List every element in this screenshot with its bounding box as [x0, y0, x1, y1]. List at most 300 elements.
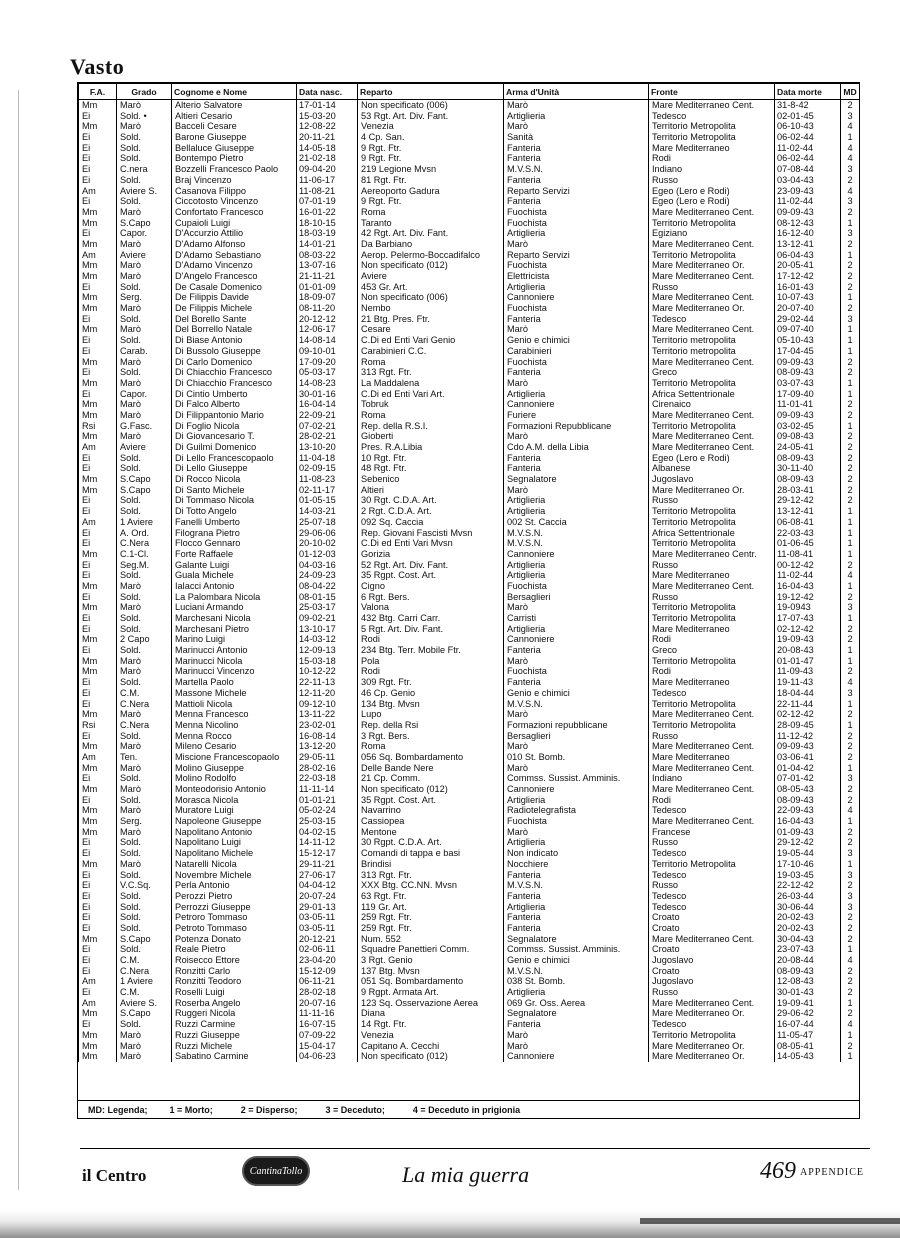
cell-grado: Carab. — [117, 346, 172, 357]
cell-md: 4 — [841, 955, 860, 966]
cell-grado: Sold. — [117, 196, 172, 207]
table-row — [79, 1008, 860, 1019]
cell-fronte: Territorio Metropolita — [649, 656, 775, 667]
cell-data-morte: 09-08-43 — [775, 431, 841, 442]
cell-grado: Marò — [117, 1030, 172, 1041]
cell-arma-unita: M.V.S.N. — [504, 880, 649, 891]
cell-reparto: 234 Btg. Terr. Mobile Ftr. — [358, 645, 504, 656]
series-title: La mia guerra — [402, 1162, 530, 1187]
cell-data-morte: 03-06-41 — [775, 752, 841, 763]
cell-arma-unita: Marò — [504, 656, 649, 667]
table-row — [79, 859, 860, 870]
cell-grado: Capor. — [117, 389, 172, 400]
cell-fa: Ei — [79, 944, 117, 955]
cell-fa: Mm — [79, 239, 117, 250]
cell-fa: Mm — [79, 634, 117, 645]
cell-fronte: Mare Mediterraneo Cent. — [649, 239, 775, 250]
cell-data-morte: 19-09-43 — [775, 634, 841, 645]
cell-fronte: Mare Mediterraneo Cent. — [649, 442, 775, 453]
cell-md: 3 — [841, 314, 860, 325]
cell-fronte: Territorio metropolita — [649, 346, 775, 357]
cell-reparto: 35 Rgpt. Cost. Art. — [358, 570, 504, 581]
table-row — [79, 538, 860, 549]
cell-fronte: Mare Mediterraneo — [649, 143, 775, 154]
table-row — [79, 645, 860, 656]
cell-data-nasc: 24-09-23 — [297, 570, 358, 581]
scan-bottom-shadow — [0, 1210, 900, 1238]
cell-cognome-nome: Petroro Tommaso — [172, 912, 297, 923]
cell-data-nasc: 11-08-21 — [297, 186, 358, 197]
cell-grado: Sold. — [117, 613, 172, 624]
cell-fronte: Tedesco — [649, 111, 775, 122]
cell-fa: Mm — [79, 1008, 117, 1019]
cell-fa: Mm — [79, 431, 117, 442]
table-row — [79, 324, 860, 335]
table-row — [79, 132, 860, 143]
cell-fronte: Territorio Metropolita — [649, 538, 775, 549]
cell-fronte: Mare Mediterraneo Cent. — [649, 934, 775, 945]
cell-arma-unita: Artiglieria — [504, 506, 649, 517]
cell-grado: Serg. — [117, 292, 172, 303]
cell-data-morte: 13-12-41 — [775, 506, 841, 517]
cell-fa: Mm — [79, 207, 117, 218]
cell-data-nasc: 20-12-21 — [297, 934, 358, 945]
table-row — [79, 763, 860, 774]
cell-data-nasc: 18-09-07 — [297, 292, 358, 303]
cell-grado: Marò — [117, 399, 172, 410]
cell-cognome-nome: Ruzzi Michele — [172, 1041, 297, 1052]
cell-data-morte: 20-08-44 — [775, 955, 841, 966]
cell-reparto: Carabinieri C.C. — [358, 346, 504, 357]
cell-arma-unita: Marò — [504, 602, 649, 613]
table-row — [79, 186, 860, 197]
cell-md: 1 — [841, 346, 860, 357]
table-row — [79, 378, 860, 389]
cell-fronte: Territorio Metropolita — [649, 1030, 775, 1041]
cell-arma-unita: Segnalatore — [504, 1008, 649, 1019]
cell-cognome-nome: Martella Paolo — [172, 677, 297, 688]
cell-cognome-nome: D'Adamo Alfonso — [172, 239, 297, 250]
cell-data-morte: 03-04-43 — [775, 175, 841, 186]
cell-fa: Ei — [79, 837, 117, 848]
cell-fronte: Mare Mediterraneo Cent. — [649, 292, 775, 303]
cell-data-morte: 03-02-45 — [775, 421, 841, 432]
cell-grado: S.Capo — [117, 934, 172, 945]
cell-fronte: Mare Mediterraneo Cent. — [649, 816, 775, 827]
cell-fa: Ei — [79, 645, 117, 656]
cell-reparto: C.Di ed Enti Vari Art. — [358, 389, 504, 400]
cell-grado: Sold. — [117, 848, 172, 859]
cell-arma-unita: Fanteria — [504, 677, 649, 688]
section-label: APPENDICE — [800, 1167, 865, 1178]
cell-fronte: Africa Settentrionale — [649, 389, 775, 400]
table-body — [79, 100, 860, 1062]
cell-grado: Sold. — [117, 175, 172, 186]
table-row — [79, 816, 860, 827]
table-row — [79, 731, 860, 742]
cell-cognome-nome: Barone Giuseppe — [172, 132, 297, 143]
cell-reparto: 10 Rgt. Ftr. — [358, 453, 504, 464]
cell-fa: Am — [79, 517, 117, 528]
cell-fa: Ei — [79, 335, 117, 346]
cell-fronte: Mare Mediterraneo Cent. — [649, 741, 775, 752]
table-row — [79, 795, 860, 806]
table-row — [79, 485, 860, 496]
cell-reparto: 42 Rgt. Art. Div. Fant. — [358, 228, 504, 239]
cell-cognome-nome: Di Cintio Umberto — [172, 389, 297, 400]
cell-arma-unita: Genio e chimici — [504, 335, 649, 346]
cell-data-morte: 01-06-45 — [775, 538, 841, 549]
cell-reparto: Num. 552 — [358, 934, 504, 945]
cell-data-morte: 28-03-41 — [775, 485, 841, 496]
cell-cognome-nome: Novembre Michele — [172, 870, 297, 881]
cell-md: 2 — [841, 100, 860, 111]
cell-cognome-nome: Ialacci Antonio — [172, 581, 297, 592]
table-row — [79, 677, 860, 688]
cell-fronte: Mare Mediterraneo Cent. — [649, 271, 775, 282]
cell-fronte: Greco — [649, 645, 775, 656]
cell-arma-unita: Cdo A.M. della Libia — [504, 442, 649, 453]
cell-data-nasc: 15-12-17 — [297, 848, 358, 859]
table-row — [79, 399, 860, 410]
cell-fronte: Territorio Metropolita — [649, 517, 775, 528]
cell-fronte: Africa Settentrionale — [649, 528, 775, 539]
cell-data-morte: 22-09-43 — [775, 805, 841, 816]
table-row — [79, 699, 860, 710]
cell-grado: 1 Aviere — [117, 976, 172, 987]
table-row — [79, 837, 860, 848]
cell-data-morte: 22-03-43 — [775, 528, 841, 539]
cell-cognome-nome: Roserba Angelo — [172, 998, 297, 1009]
cell-data-nasc: 20-07-16 — [297, 998, 358, 1009]
cell-reparto: 2 Rgt. C.D.A. Art. — [358, 506, 504, 517]
cell-data-nasc: 22-03-18 — [297, 773, 358, 784]
cell-arma-unita: Fanteria — [504, 891, 649, 902]
cell-fa: Mm — [79, 357, 117, 368]
cell-arma-unita: Cannoniere — [504, 292, 649, 303]
cell-data-nasc: 04-04-12 — [297, 880, 358, 891]
cell-cognome-nome: Fanelli Umberto — [172, 517, 297, 528]
legend-item-morto: 1 = Morto; — [169, 1104, 213, 1115]
table-row — [79, 463, 860, 474]
cell-grado: Sold. — [117, 731, 172, 742]
cell-data-morte: 20-08-43 — [775, 645, 841, 656]
cell-reparto: Mentone — [358, 827, 504, 838]
cell-md: 2 — [841, 474, 860, 485]
cell-reparto: Sebenico — [358, 474, 504, 485]
cell-data-nasc: 22-09-21 — [297, 410, 358, 421]
cell-reparto: Non specificato (012) — [358, 260, 504, 271]
cell-md: 1 — [841, 816, 860, 827]
cell-arma-unita: Fanteria — [504, 314, 649, 325]
cell-grado: Ten. — [117, 752, 172, 763]
cell-data-morte: 22-12-42 — [775, 880, 841, 891]
cell-fronte: Tedesco — [649, 902, 775, 913]
cell-grado: Marò — [117, 666, 172, 677]
cell-arma-unita: Artiglieria — [504, 228, 649, 239]
cell-fronte: Mare Mediterraneo Cent. — [649, 410, 775, 421]
cell-md: 2 — [841, 624, 860, 635]
cell-md: 2 — [841, 987, 860, 998]
cell-cognome-nome: Del Borello Sante — [172, 314, 297, 325]
cell-md: 1 — [841, 656, 860, 667]
table-row — [79, 175, 860, 186]
cell-data-nasc: 29-05-11 — [297, 752, 358, 763]
cell-fa: Ei — [79, 228, 117, 239]
cell-md: 4 — [841, 143, 860, 154]
cell-md: 4 — [841, 805, 860, 816]
cell-arma-unita: Non indicato — [504, 848, 649, 859]
cell-data-nasc: 09-10-01 — [297, 346, 358, 357]
cell-fronte: Mare Mediterraneo Cent. — [649, 784, 775, 795]
cell-reparto: Altieri — [358, 485, 504, 496]
cell-fa: Ei — [79, 506, 117, 517]
cell-arma-unita: Marò — [504, 709, 649, 720]
cell-cognome-nome: Di Chiacchio Francesco — [172, 378, 297, 389]
cell-data-morte: 01-04-42 — [775, 763, 841, 774]
cell-arma-unita: Marò — [504, 827, 649, 838]
cell-data-nasc: 12-11-20 — [297, 688, 358, 699]
cell-reparto: Roma — [358, 357, 504, 368]
cell-data-nasc: 18-03-19 — [297, 228, 358, 239]
cell-reparto: 219 Legione Mvsn — [358, 164, 504, 175]
cell-reparto: 5 Rgt. Art. Div. Fant. — [358, 624, 504, 635]
cell-reparto: Pres. R.A.Libia — [358, 442, 504, 453]
cell-reparto: 14 Rgt. Ftr. — [358, 1019, 504, 1030]
cell-md: 2 — [841, 239, 860, 250]
cell-data-morte: 16-04-43 — [775, 581, 841, 592]
cell-cognome-nome: Ruzzi Carmine — [172, 1019, 297, 1030]
cell-fa: Mm — [79, 816, 117, 827]
cell-data-morte: 01-01-47 — [775, 656, 841, 667]
table-row — [79, 1041, 860, 1052]
cell-reparto: Brindisi — [358, 859, 504, 870]
cell-reparto: Nembo — [358, 303, 504, 314]
cell-grado: Sold. — [117, 314, 172, 325]
cell-data-morte: 20-07-40 — [775, 303, 841, 314]
cell-data-morte: 11-02-44 — [775, 143, 841, 154]
table-row — [79, 153, 860, 164]
cell-md: 1 — [841, 218, 860, 229]
cell-md: 2 — [841, 741, 860, 752]
cell-reparto: 30 Rgpt. C.D.A. Art. — [358, 837, 504, 848]
table-row — [79, 228, 860, 239]
cell-reparto: 53 Rgt. Art. Div. Fant. — [358, 111, 504, 122]
cell-cognome-nome: Bellaluce Giuseppe — [172, 143, 297, 154]
cell-fronte: Territorio Metropolita — [649, 602, 775, 613]
cell-fa: Ei — [79, 624, 117, 635]
cell-data-nasc: 08-03-22 — [297, 250, 358, 261]
cell-data-nasc: 01-01-21 — [297, 795, 358, 806]
cell-arma-unita: Marò — [504, 763, 649, 774]
cell-grado: Marò — [117, 324, 172, 335]
cell-cognome-nome: La Palombara Nicola — [172, 592, 297, 603]
cell-fa: Ei — [79, 773, 117, 784]
cell-arma-unita: Sanità — [504, 132, 649, 143]
cell-grado: Sold. — [117, 335, 172, 346]
cell-grado: Marò — [117, 859, 172, 870]
table-row — [79, 784, 860, 795]
cell-data-nasc: 07-01-19 — [297, 196, 358, 207]
cell-fronte: Territorio Metropolita — [649, 250, 775, 261]
cell-data-morte: 16-04-43 — [775, 816, 841, 827]
cell-reparto: 52 Rgt. Art. Div. Fant. — [358, 560, 504, 571]
cell-md: 2 — [841, 912, 860, 923]
cell-arma-unita: Marò — [504, 485, 649, 496]
cell-md: 3 — [841, 196, 860, 207]
cell-arma-unita: Reparto Servizi — [504, 250, 649, 261]
cell-md: 3 — [841, 902, 860, 913]
cell-data-nasc: 13-11-22 — [297, 709, 358, 720]
cell-fronte: Egeo (Lero e Rodi) — [649, 196, 775, 207]
cell-md: 2 — [841, 463, 860, 474]
cell-reparto: 21 Btg. Pres. Ftr. — [358, 314, 504, 325]
cell-cognome-nome: Napolitano Antonio — [172, 827, 297, 838]
cell-data-nasc: 23-02-01 — [297, 720, 358, 731]
cell-cognome-nome: Flocco Gennaro — [172, 538, 297, 549]
cell-reparto: 9 Rgpt. Armata Art. — [358, 987, 504, 998]
cell-data-morte: 30-04-43 — [775, 934, 841, 945]
cell-cognome-nome: Di Rocco Nicola — [172, 474, 297, 485]
cell-arma-unita: Marò — [504, 1030, 649, 1041]
cell-fronte: Rodi — [649, 666, 775, 677]
cell-md: 2 — [841, 442, 860, 453]
table-row — [79, 934, 860, 945]
cell-md: 2 — [841, 966, 860, 977]
cell-grado: Marò — [117, 1051, 172, 1062]
cell-reparto: 63 Rgt. Ftr. — [358, 891, 504, 902]
cell-fa: Mm — [79, 292, 117, 303]
cell-grado: Sold. — [117, 1019, 172, 1030]
cell-fa: Mm — [79, 656, 117, 667]
cell-cognome-nome: Reale Pietro — [172, 944, 297, 955]
header-fronte: Fronte — [649, 84, 775, 100]
cell-grado: C.Nera — [117, 966, 172, 977]
cell-cognome-nome: Marino Luigi — [172, 634, 297, 645]
cell-data-nasc: 02-06-11 — [297, 944, 358, 955]
cell-data-morte: 29-02-44 — [775, 314, 841, 325]
cell-grado: V.C.Sq. — [117, 880, 172, 891]
cell-data-nasc: 04-03-16 — [297, 560, 358, 571]
page-number: 469 — [760, 1158, 796, 1184]
cell-md: 2 — [841, 837, 860, 848]
cell-data-morte: 24-05-41 — [775, 442, 841, 453]
cell-cognome-nome: Di Falco Alberto — [172, 399, 297, 410]
cell-data-nasc: 08-04-22 — [297, 581, 358, 592]
cell-fronte: Croato — [649, 923, 775, 934]
cell-reparto: Rep. della Rsi — [358, 720, 504, 731]
cell-fronte: Indiano — [649, 164, 775, 175]
cell-grado: Marò — [117, 239, 172, 250]
cell-reparto: Squadre Panettieri Comm. — [358, 944, 504, 955]
cell-reparto: Rep. della R.S.I. — [358, 421, 504, 432]
table-row — [79, 431, 860, 442]
cell-reparto: Da Barbiano — [358, 239, 504, 250]
table-row — [79, 1019, 860, 1030]
cell-fronte: Egeo (Lero e Rodi) — [649, 186, 775, 197]
cell-arma-unita: Artiglieria — [504, 495, 649, 506]
cell-grado: Sold. — [117, 902, 172, 913]
table-row — [79, 506, 860, 517]
cell-arma-unita: Formazioni repubblicane — [504, 720, 649, 731]
table-row — [79, 752, 860, 763]
cell-cognome-nome: Ruzzi Giuseppe — [172, 1030, 297, 1041]
cell-grado: Sold. — [117, 132, 172, 143]
cell-data-nasc: 17-09-20 — [297, 357, 358, 368]
cell-fronte: Tedesco — [649, 805, 775, 816]
cell-fa: Am — [79, 976, 117, 987]
table-row — [79, 624, 860, 635]
cell-data-morte: 08-09-43 — [775, 474, 841, 485]
cell-data-morte: 17-12-42 — [775, 271, 841, 282]
cell-md: 3 — [841, 773, 860, 784]
table-row — [79, 880, 860, 891]
cell-md: 1 — [841, 506, 860, 517]
cell-data-morte: 05-10-43 — [775, 335, 841, 346]
cell-reparto: Cassiopea — [358, 816, 504, 827]
cell-cognome-nome: Ronzitti Carlo — [172, 966, 297, 977]
cell-arma-unita: Artiglieria — [504, 111, 649, 122]
cell-md: 3 — [841, 228, 860, 239]
cell-reparto: Cigno — [358, 581, 504, 592]
cell-fa: Ei — [79, 143, 117, 154]
cell-grado: Sold. — [117, 367, 172, 378]
table-row — [79, 314, 860, 325]
legend-item-deceduto: 3 = Deceduto; — [325, 1104, 385, 1115]
cell-reparto: Gorizia — [358, 549, 504, 560]
table-row — [79, 367, 860, 378]
cell-reparto: Taranto — [358, 218, 504, 229]
cell-arma-unita: Nocchiere — [504, 859, 649, 870]
cell-data-nasc: 09-12-10 — [297, 699, 358, 710]
cell-fronte: Russo — [649, 880, 775, 891]
cell-data-morte: 30-11-40 — [775, 463, 841, 474]
cell-data-nasc: 10-12-22 — [297, 666, 358, 677]
cell-reparto: Gioberti — [358, 431, 504, 442]
cell-fa: Ei — [79, 891, 117, 902]
cell-arma-unita: M.V.S.N. — [504, 528, 649, 539]
roll-table-frame — [77, 82, 860, 1119]
cell-fa: Mm — [79, 1051, 117, 1062]
cell-fa: Mm — [79, 378, 117, 389]
cell-cognome-nome: Di Tommaso Nicola — [172, 495, 297, 506]
cell-reparto: Comandi di tappa e basi — [358, 848, 504, 859]
cell-fa: Mm — [79, 859, 117, 870]
cell-data-nasc: 13-07-16 — [297, 260, 358, 271]
cell-grado: Sold. — [117, 870, 172, 881]
cell-data-nasc: 29-11-21 — [297, 859, 358, 870]
cell-fa: Mm — [79, 709, 117, 720]
cell-md: 2 — [841, 271, 860, 282]
cell-fronte: Mare Mediterraneo Cent. — [649, 357, 775, 368]
table-row — [79, 207, 860, 218]
cell-grado: Marò — [117, 431, 172, 442]
cell-fa: Ei — [79, 966, 117, 977]
cell-data-nasc: 07-09-22 — [297, 1030, 358, 1041]
cell-grado: Marò — [117, 827, 172, 838]
cell-arma-unita: Marò — [504, 1041, 649, 1052]
cell-md: 2 — [841, 560, 860, 571]
cell-reparto: Pola — [358, 656, 504, 667]
cell-data-morte: 16-07-44 — [775, 1019, 841, 1030]
table-row — [79, 442, 860, 453]
cell-arma-unita: Carristi — [504, 613, 649, 624]
cell-data-morte: 01-09-43 — [775, 827, 841, 838]
cell-fa: Ei — [79, 560, 117, 571]
cell-grado: Sold. • — [117, 111, 172, 122]
cell-grado: Marò — [117, 805, 172, 816]
cell-fa: Mm — [79, 1041, 117, 1052]
